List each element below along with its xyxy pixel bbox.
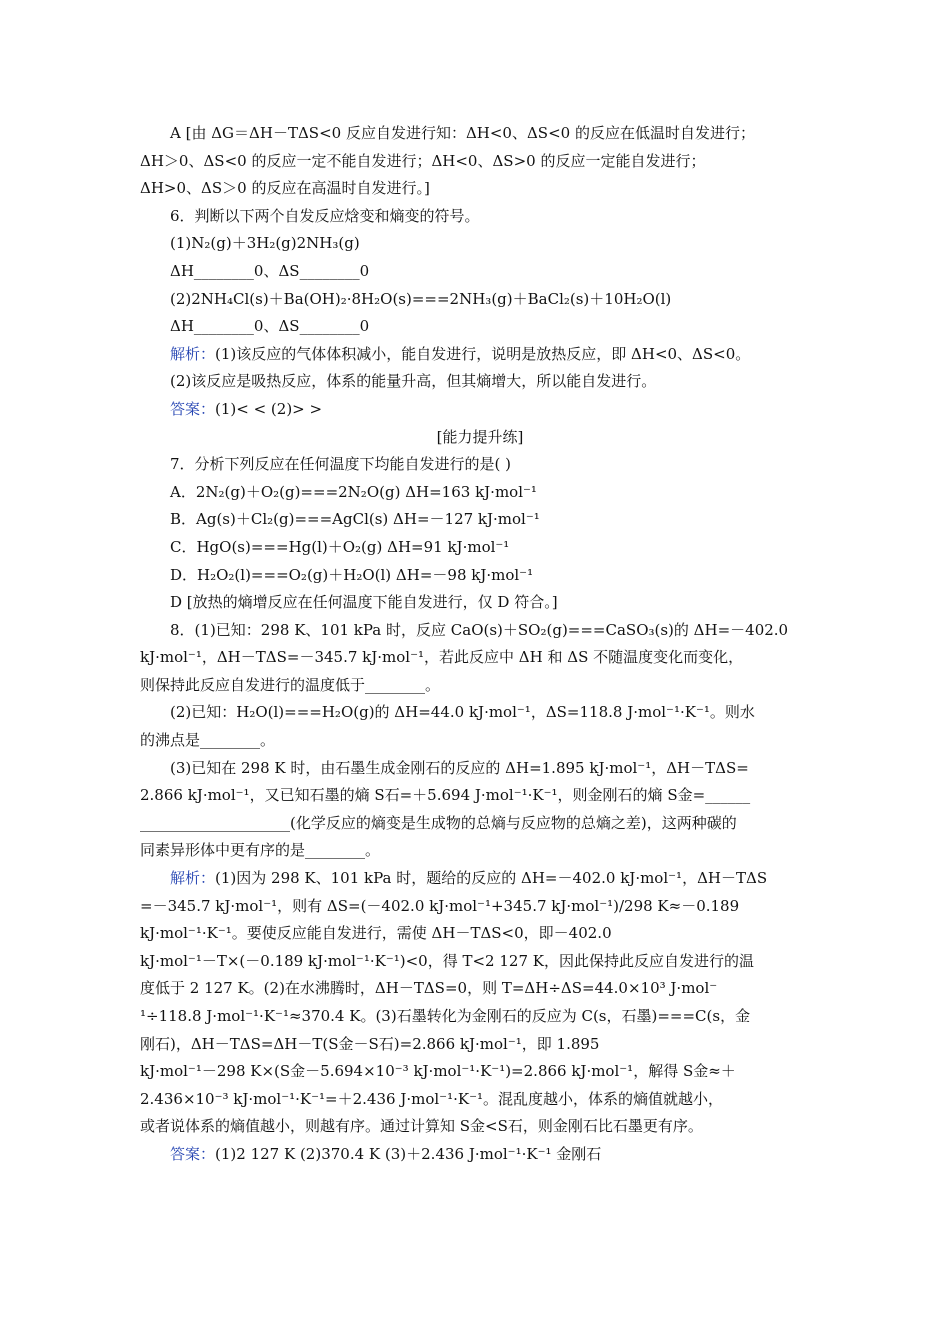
text-line [140,755,820,783]
line-text: 则保持此反应自发进行的温度低于________。 [140,675,441,694]
text-line [140,396,820,424]
line-text: 度低于 2 127 K。(2)在水沸腾时，ΔH－TΔS=0，则 T=ΔH÷ΔS=44.0×10³ J·mol⁻ [140,979,718,998]
line-text: [能力提升练] [436,427,524,446]
text-line [140,1058,820,1086]
line-text: ΔH>0、ΔS＞0 的反应在高温时自发进行。] [140,179,430,198]
text-line [140,148,820,176]
text-line [140,810,820,838]
text-line [140,727,820,755]
text-line [140,1141,820,1169]
line-text: kJ·mol⁻¹－298 K×(S金－5.694×10⁻³ kJ·mol⁻¹·K⁻¹)=2.866 kJ·mol⁻¹，解得 S金≈＋ [140,1062,736,1081]
line-text: (1)因为 298 K、101 kPa 时，题给的反应的 ΔH=－402.0 kJ·mol⁻¹，ΔH－TΔS [215,869,768,888]
text-line [140,230,820,258]
text-line [140,258,820,286]
line-text: (1)该反应的气体体积减小，能自发进行，说明是放热反应，即 ΔH<0、ΔS<0。 [215,344,751,363]
text-line [140,479,820,507]
line-text: 2.866 kJ·mol⁻¹，又已知石墨的熵 S石=＋5.694 J·mol⁻¹·K⁻¹，则金刚石的熵 S金=______ [140,786,751,805]
line-text: ¹÷118.8 J·mol⁻¹·K⁻¹≈370.4 K。(3)石墨转化为金刚石的反应为 C(s，石墨)===C(s，金 [140,1007,751,1025]
text-line [140,534,820,562]
text-line [140,948,820,976]
line-text: (2)已知：H₂O(l)===H₂O(g)的 ΔH=44.0 kJ·mol⁻¹，ΔS=118.8 J·mol⁻¹·K⁻¹。则水 [170,703,755,722]
text-line [140,644,820,672]
answer-label: 解析： [170,869,216,888]
text-line [140,672,820,700]
text-line [140,975,820,1003]
line-text: 7．分析下列反应在任何温度下均能自发进行的是( ) [170,455,512,474]
section-heading [140,424,820,452]
text-line [140,562,820,590]
text-line [140,313,820,341]
line-text: 或者说体系的熵值越小，则越有序。通过计算知 S金<S石，则金刚石比石墨更有序。 [140,1117,703,1136]
text-line [140,286,820,314]
line-text: 6．判断以下两个自发反应焓变和熵变的符号。 [170,206,480,225]
line-text: kJ·mol⁻¹－T×(－0.189 kJ·mol⁻¹·K⁻¹)<0，得 T<2 127 K，因此保持此反应自发进行的温 [140,951,754,970]
line-text: kJ·mol⁻¹·K⁻¹。要使反应能自发进行，需使 ΔH－TΔS<0，即－402.0 [140,924,612,943]
text-line [140,865,820,893]
line-text: 2.436×10⁻³ kJ·mol⁻¹·K⁻¹=＋2.436 J·mol⁻¹·K⁻¹。混乱度越小，体系的熵值就越小， [140,1089,724,1108]
answer-label: 答案： [170,1144,216,1163]
document-body [140,120,820,1169]
text-line [140,203,820,231]
answer-label: 解析： [170,344,216,363]
text-line [140,920,820,948]
line-text: (1)2 127 K (2)370.4 K (3)＋2.436 J·mol⁻¹·K⁻¹ 金刚石 [215,1144,602,1163]
line-text: (2)该反应是吸热反应，体系的能量升高，但其熵增大，所以能自发进行。 [170,372,657,391]
text-line [140,341,820,369]
text-line [140,837,820,865]
line-text: ΔH________0、ΔS________0 [170,317,370,336]
line-text: (2)2NH₄Cl(s)＋Ba(OH)₂·8H₂O(s)===2NH₃(g)＋BaCl₂(s)＋10H₂O(l) [170,289,672,308]
line-text: (1)< < (2)> > [215,399,323,418]
text-line [140,1113,820,1141]
text-line [140,893,820,921]
line-text: 刚石)，ΔH－TΔS=ΔH－T(S金－S石)=2.866 kJ·mol⁻¹，即 1.895 [140,1034,600,1053]
text-line [140,617,820,645]
text-line [140,1003,820,1031]
text-line [140,120,820,148]
line-text: ΔH________0、ΔS________0 [170,261,370,280]
line-text: B．Ag(s)＋Cl₂(g)===AgCl(s) ΔH=－127 kJ·mol⁻¹ [170,510,540,529]
text-line [140,451,820,479]
text-line [140,1031,820,1059]
text-line [140,175,820,203]
line-text: 的沸点是________。 [140,731,276,750]
text-line [140,589,820,617]
answer-label: 答案： [170,399,216,418]
text-line [140,368,820,396]
line-text: D．H₂O₂(l)===O₂(g)＋H₂O(l) ΔH=－98 kJ·mol⁻¹ [170,565,534,584]
line-text: ΔH＞0、ΔS<0 的反应一定不能自发进行；ΔH<0、ΔS>0 的反应一定能自发进行； [140,151,706,170]
text-line [140,699,820,727]
line-text: 同素异形体中更有序的是________。 [140,841,381,860]
line-text: 8．(1)已知：298 K、101 kPa 时，反应 CaO(s)＋SO₂(g)===CaSO₃(s)的 ΔH=－402.0 [170,620,789,639]
line-text: A．2N₂(g)＋O₂(g)===2N₂O(g) ΔH=163 kJ·mol⁻¹ [170,482,537,501]
line-text: =－345.7 kJ·mol⁻¹，则有 ΔS=(－402.0 kJ·mol⁻¹+345.7 kJ·mol⁻¹)/298 K≈－0.189 [140,896,740,915]
text-line [140,1086,820,1114]
line-text: (1)N₂(g)＋3H₂(g)2NH₃(g) [170,234,360,253]
text-line [140,782,820,810]
line-text: C．HgO(s)===Hg(l)＋O₂(g) ΔH=91 kJ·mol⁻¹ [170,537,510,556]
line-text: A [由 ΔG＝ΔH－TΔS<0 反应自发进行知：ΔH<0、ΔS<0 的反应在低温时自发进行； [170,124,755,142]
text-line [140,506,820,534]
line-text: kJ·mol⁻¹，ΔH－TΔS=－345.7 kJ·mol⁻¹，若此反应中 ΔH 和 ΔS 不随温度变化而变化， [140,648,744,667]
line-text: (3)已知在 298 K 时，由石墨生成金刚石的反应的 ΔH=1.895 kJ·mol⁻¹，ΔH－TΔS= [170,758,749,777]
line-text: ____________________(化学反应的熵变是生成物的总熵与反应物的总熵之差)，这两种碳的 [140,813,737,832]
line-text: D [放热的熵增反应在任何温度下能自发进行，仅 D 符合。] [170,593,558,612]
